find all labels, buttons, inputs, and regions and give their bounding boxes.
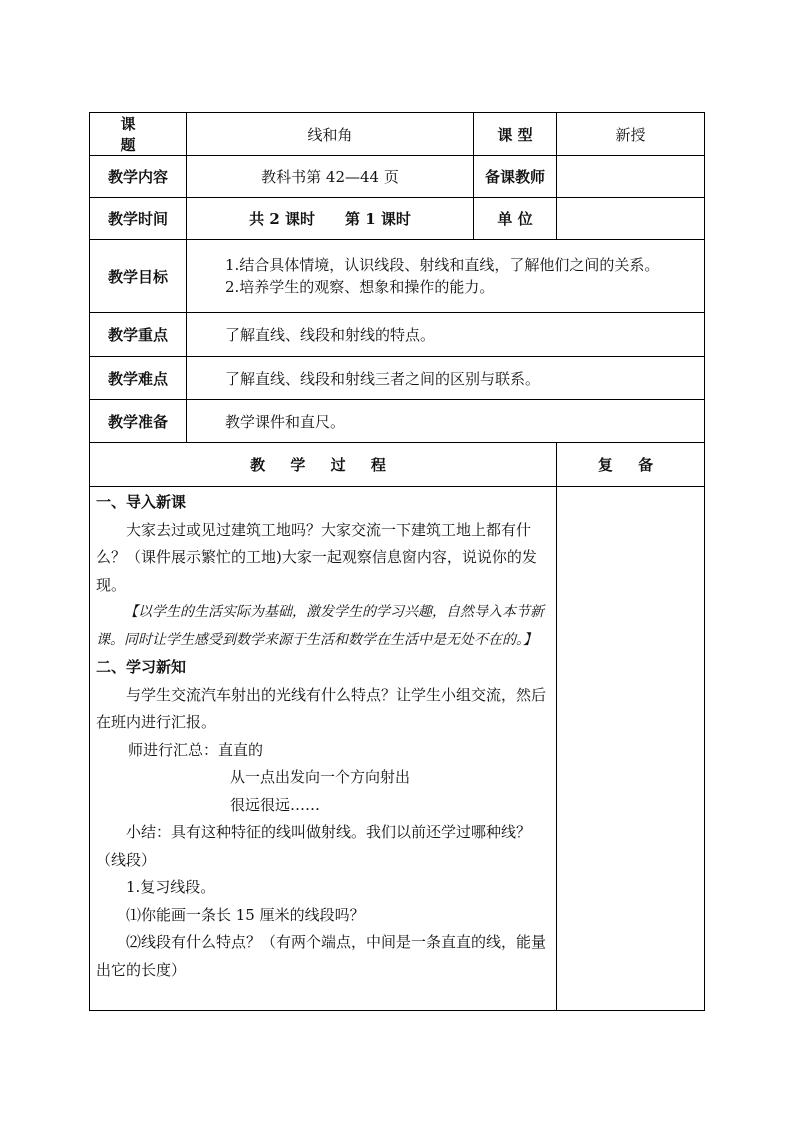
question-item: ⑵线段有什么特点？（有两个端点，中间是一条直直的线，能量出它的长度） <box>96 933 547 979</box>
difficulty-text: 了解直线、线段和射线三者之间的区别与联系。 <box>187 357 705 400</box>
review-header: 复 备 <box>557 443 705 487</box>
row-topic <box>90 113 705 156</box>
teacher-label: 备课教师 <box>474 156 557 198</box>
topic-value: 线和角 <box>187 113 474 156</box>
focus-label: 教学重点 <box>90 313 187 357</box>
teacher-value <box>557 156 705 198</box>
content-label: 教学内容 <box>90 156 187 198</box>
row-process-body <box>90 487 705 1011</box>
section2-paragraph: 与学生交流汽车射出的光线有什么特点？让学生小组交流，然后在班内进行汇报。 <box>96 685 547 731</box>
time-label: 教学时间 <box>90 198 187 240</box>
summary-line: 从一点出发向一个方向射出 <box>230 768 411 786</box>
goals-list <box>187 240 705 313</box>
time-value: 共 2 课时 第 1 课时 <box>187 198 474 240</box>
section1-title: 一、导入新课 <box>96 493 187 511</box>
section1-note: 【以学生的生活实际为基础，激发学生的学习兴趣，自然导入本节新课。同时让学生感受到数学来源于生活和数学在生活中是无处不在的。】 <box>96 604 544 648</box>
goal-item: 2.培养学生的观察、想象和操作的能力。 <box>225 278 495 296</box>
type-label: 课 型 <box>474 113 557 156</box>
section1-paragraph: 大家去过或见过建筑工地吗？大家交流一下建筑工地上都有什么？（课件展示繁忙的工地)大家一起观察信息窗内容，说说你的发现。 <box>96 520 537 594</box>
question-item: ⑴你能画一条长 15 厘米的线段吗？ <box>126 905 365 924</box>
row-focus <box>90 313 705 357</box>
summary-line: 师进行汇总：直直的 <box>128 740 264 759</box>
topic-label: 课 题 <box>90 113 187 156</box>
prep-text: 教学课件和直尺。 <box>187 400 705 443</box>
row-goals <box>90 240 705 313</box>
conclusion-text: 小结：具有这种特征的线叫做射线。我们以前还学过哪种线？（线段） <box>96 823 532 869</box>
difficulty-label: 教学难点 <box>90 357 187 400</box>
content-value: 教科书第 42—44 页 <box>187 156 474 198</box>
prep-label: 教学准备 <box>90 400 187 443</box>
goal-item: 1.结合具体情境，认识线段、射线和直线，了解他们之间的关系。 <box>225 256 660 274</box>
unit-label: 单 位 <box>474 198 557 240</box>
process-content <box>90 487 557 1011</box>
row-time <box>90 198 705 240</box>
focus-text: 了解直线、线段和射线的特点。 <box>187 313 705 357</box>
review-title: 1.复习线段。 <box>126 878 216 896</box>
type-value: 新授 <box>557 113 705 156</box>
section2-title: 二、学习新知 <box>96 658 187 676</box>
row-difficulty <box>90 357 705 400</box>
review-notes-cell <box>557 487 705 1011</box>
row-process-header <box>90 443 705 487</box>
lesson-plan-table <box>89 112 705 1011</box>
row-content <box>90 156 705 198</box>
row-prep <box>90 400 705 443</box>
process-header: 教 学 过 程 <box>90 443 557 487</box>
summary-line: 很远很远…… <box>230 795 321 814</box>
goals-label: 教学目标 <box>90 240 187 313</box>
unit-value <box>557 198 705 240</box>
